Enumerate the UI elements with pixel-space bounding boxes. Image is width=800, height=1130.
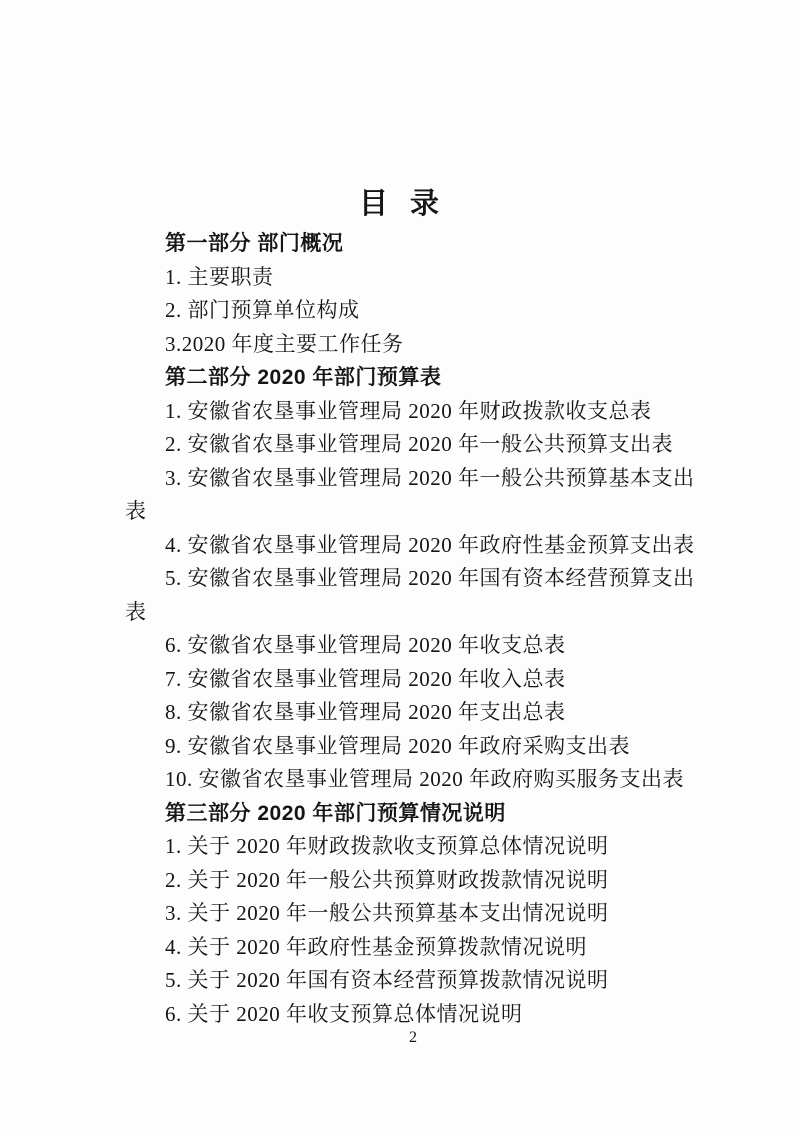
toc-item-text: 6. 安徽省农垦事业管理局 2020 年收支总表 bbox=[165, 633, 566, 657]
toc-item bbox=[125, 529, 705, 563]
toc-item-text: 3. 关于 2020 年一般公共预算基本支出情况说明 bbox=[165, 901, 609, 925]
toc-item bbox=[125, 964, 705, 998]
toc-item bbox=[125, 931, 705, 965]
toc-item-text: 3.2020 年度主要工作任务 bbox=[165, 331, 404, 356]
toc-item-text: 4. 安徽省农垦事业管理局 2020 年政府性基金预算支出表 bbox=[165, 532, 695, 557]
toc-item-text: 8. 安徽省农垦事业管理局 2020 年支出总表 bbox=[165, 700, 566, 724]
toc-item bbox=[125, 294, 705, 328]
toc-item bbox=[125, 763, 705, 797]
page-number: 2 bbox=[409, 1029, 417, 1046]
toc-item bbox=[125, 730, 705, 764]
toc-section-heading-part2: 第二部分 2020 年部门预算表 bbox=[165, 366, 442, 389]
toc-item bbox=[125, 696, 705, 730]
toc-item-text: 5. 安徽省农垦事业管理局 2020 年国有资本经营预算支出 bbox=[165, 566, 695, 590]
toc-item bbox=[125, 562, 705, 629]
toc-item-text: 3. 安徽省农垦事业管理局 2020 年一般公共预算基本支出 bbox=[165, 465, 695, 490]
toc-item-wrapped-text: 表 bbox=[125, 499, 147, 523]
toc-item bbox=[125, 328, 705, 362]
toc-item-text: 6. 关于 2020 年收支预算总体情况说明 bbox=[165, 1001, 523, 1026]
toc-item bbox=[125, 462, 705, 529]
toc-item-text: 2. 关于 2020 年一般公共预算财政拨款情况说明 bbox=[165, 867, 609, 892]
toc-item-text: 1. 安徽省农垦事业管理局 2020 年财政拨款收支总表 bbox=[165, 398, 652, 423]
toc-item-wrapped-text: 表 bbox=[125, 599, 147, 624]
toc-item bbox=[125, 395, 705, 429]
toc-item-text: 1. 主要职责 bbox=[165, 264, 274, 289]
toc-section-heading-part1: 第一部分 部门概况 bbox=[165, 232, 344, 255]
toc-title: 目 录 bbox=[358, 188, 442, 220]
toc-item bbox=[125, 663, 705, 697]
toc-item bbox=[125, 864, 705, 898]
toc-item-text: 9. 安徽省农垦事业管理局 2020 年政府采购支出表 bbox=[165, 733, 630, 758]
toc-item-text: 5. 关于 2020 年国有资本经营预算拨款情况说明 bbox=[165, 968, 609, 992]
toc-item bbox=[125, 830, 705, 864]
table-of-contents bbox=[0, 227, 800, 1031]
toc-item bbox=[125, 897, 705, 931]
toc-item bbox=[125, 428, 705, 462]
toc-item-text: 2. 安徽省农垦事业管理局 2020 年一般公共预算支出表 bbox=[165, 432, 673, 456]
toc-item-text: 7. 安徽省农垦事业管理局 2020 年收入总表 bbox=[165, 666, 566, 691]
toc-item bbox=[125, 629, 705, 663]
toc-item bbox=[125, 998, 705, 1032]
toc-item-text: 10. 安徽省农垦事业管理局 2020 年政府购买服务支出表 bbox=[165, 767, 684, 791]
toc-item bbox=[125, 261, 705, 295]
toc-item-text: 1. 关于 2020 年财政拨款收支预算总体情况说明 bbox=[165, 834, 609, 858]
toc-section-heading-part3: 第三部分 2020 年部门预算情况说明 bbox=[165, 801, 506, 825]
toc-item-text: 4. 关于 2020 年政府性基金预算拨款情况说明 bbox=[165, 934, 587, 959]
toc-item-text: 2. 部门预算单位构成 bbox=[165, 298, 360, 322]
